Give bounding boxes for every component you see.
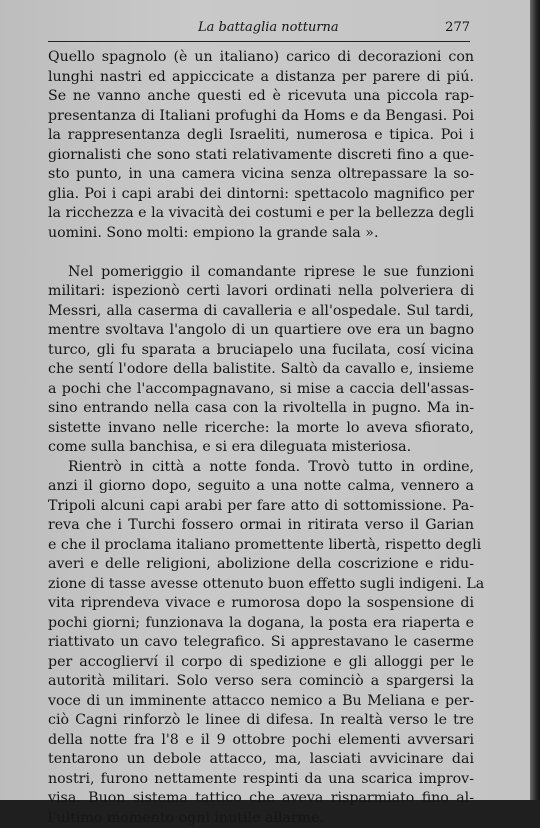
- text-line: Quello spagnolo (è un italiano) carico di decorazioni con: [48, 48, 474, 68]
- text-line: uomini. Sono molti: empiono la grande sala ».: [48, 224, 474, 244]
- text-line: autorità militari. Solo verso sera cominciò a spargersi la: [48, 672, 474, 692]
- paragraph-3: [48, 458, 474, 828]
- text-line: l'ultimo momento ogni inutile allarme.: [48, 809, 474, 828]
- text-line: che sentí l'odore della balistite. Saltò da cavallo e, insieme: [48, 360, 474, 380]
- text-line: nostri, furono nettamente respinti da una scarica improv-: [48, 770, 474, 790]
- paragraph-gap: [48, 243, 474, 263]
- text-line: Tripoli alcuni capi arabi per fare atto di sottomissione. Pa-: [48, 497, 474, 517]
- running-title: La battaglia notturna: [198, 20, 339, 35]
- text-line: visa. Buon sistema tattico che aveva risparmiato fino al-: [48, 789, 474, 809]
- page-edge-shadow: [530, 0, 540, 800]
- page-body: [48, 48, 474, 828]
- text-line: turco, gli fu sparata a bruciapelo una fucilata, cosí vicina: [48, 341, 474, 361]
- text-line: lunghi nastri ed appiccicate a distanza per parere di piú.: [48, 68, 474, 88]
- text-line: Rientrò in città a notte fonda. Trovò tutto in ordine,: [48, 458, 474, 478]
- text-line: della notte fra l'8 e il 9 ottobre pochi elementi avversari: [48, 731, 474, 751]
- page-number: 277: [445, 20, 470, 35]
- paragraph-2: [48, 263, 474, 458]
- text-line: mentre svoltava l'angolo di un quartiere ove era un bagno: [48, 321, 474, 341]
- text-line: sistette invano nelle ricerche: la morte lo aveva sfiorato,: [48, 419, 474, 439]
- text-line: la ricchezza e la vivacità dei costumi e per la bellezza degli: [48, 204, 474, 224]
- text-line: glia. Poi i capi arabi dei dintorni: spettacolo magnifico per: [48, 185, 474, 205]
- text-line: sto punto, in una camera vicina senza oltrepassare la so-: [48, 165, 474, 185]
- text-line: vita riprendeva vivace e rumorosa dopo la sospensione di: [48, 594, 474, 614]
- text-line: tentarono un debole attacco, ma, lasciati avvicinare dai: [48, 750, 474, 770]
- text-line: Se ne vanno anche questi ed è ricevuta una piccola rap-: [48, 87, 474, 107]
- text-line: riattivato un cavo telegrafico. Si apprestavano le caserme: [48, 633, 474, 653]
- text-line: e che il proclama italiano promettente libertà, rispetto degli: [48, 536, 474, 556]
- text-line: zione di tasse avesse ottenuto buon effetto sugli indigeni. La: [48, 575, 474, 595]
- paragraph-1: [48, 48, 474, 243]
- text-line: pochi giorni; funzionava la dogana, la posta era riaperta e: [48, 614, 474, 634]
- running-head: [48, 20, 468, 42]
- text-line: voce di un imminente attacco nemico a Bu Meliana e per-: [48, 692, 474, 712]
- text-line: presentanza di Italiani profughi da Homs e da Bengasi. Poi: [48, 107, 474, 127]
- text-line: come sulla banchisa, e si era dileguata misteriosa.: [48, 438, 474, 458]
- header-rule: [48, 41, 470, 42]
- text-line: averi e delle religioni, abolizione della coscrizione e ridu-: [48, 555, 474, 575]
- text-line: ciò Cagni rinforzò le linee di difesa. In realtà verso le tre: [48, 711, 474, 731]
- text-line: Messri, alla caserma di cavalleria e all'ospedale. Sul tardi,: [48, 302, 474, 322]
- text-line: per accoglierví il corpo di spedizione e gli alloggi per le: [48, 653, 474, 673]
- text-line: a pochi che l'accompagnavano, si mise a caccia dell'assas-: [48, 380, 474, 400]
- text-line: militari: ispezionò certi lavori ordinati nella polveriera di: [48, 282, 474, 302]
- text-line: anzi il giorno dopo, seguito a una notte calma, vennero a: [48, 477, 474, 497]
- text-line: sino entrando nella casa con la rivoltella in pugno. Ma in-: [48, 399, 474, 419]
- text-line: la rappresentanza degli Israeliti, numerosa e tipica. Poi i: [48, 126, 474, 146]
- text-line: Nel pomeriggio il comandante riprese le sue funzioni: [48, 263, 474, 283]
- text-line: reva che i Turchi fossero ormai in ritirata verso il Garian: [48, 516, 474, 536]
- text-line: giornalisti che sono stati relativamente discreti fino a que-: [48, 146, 474, 166]
